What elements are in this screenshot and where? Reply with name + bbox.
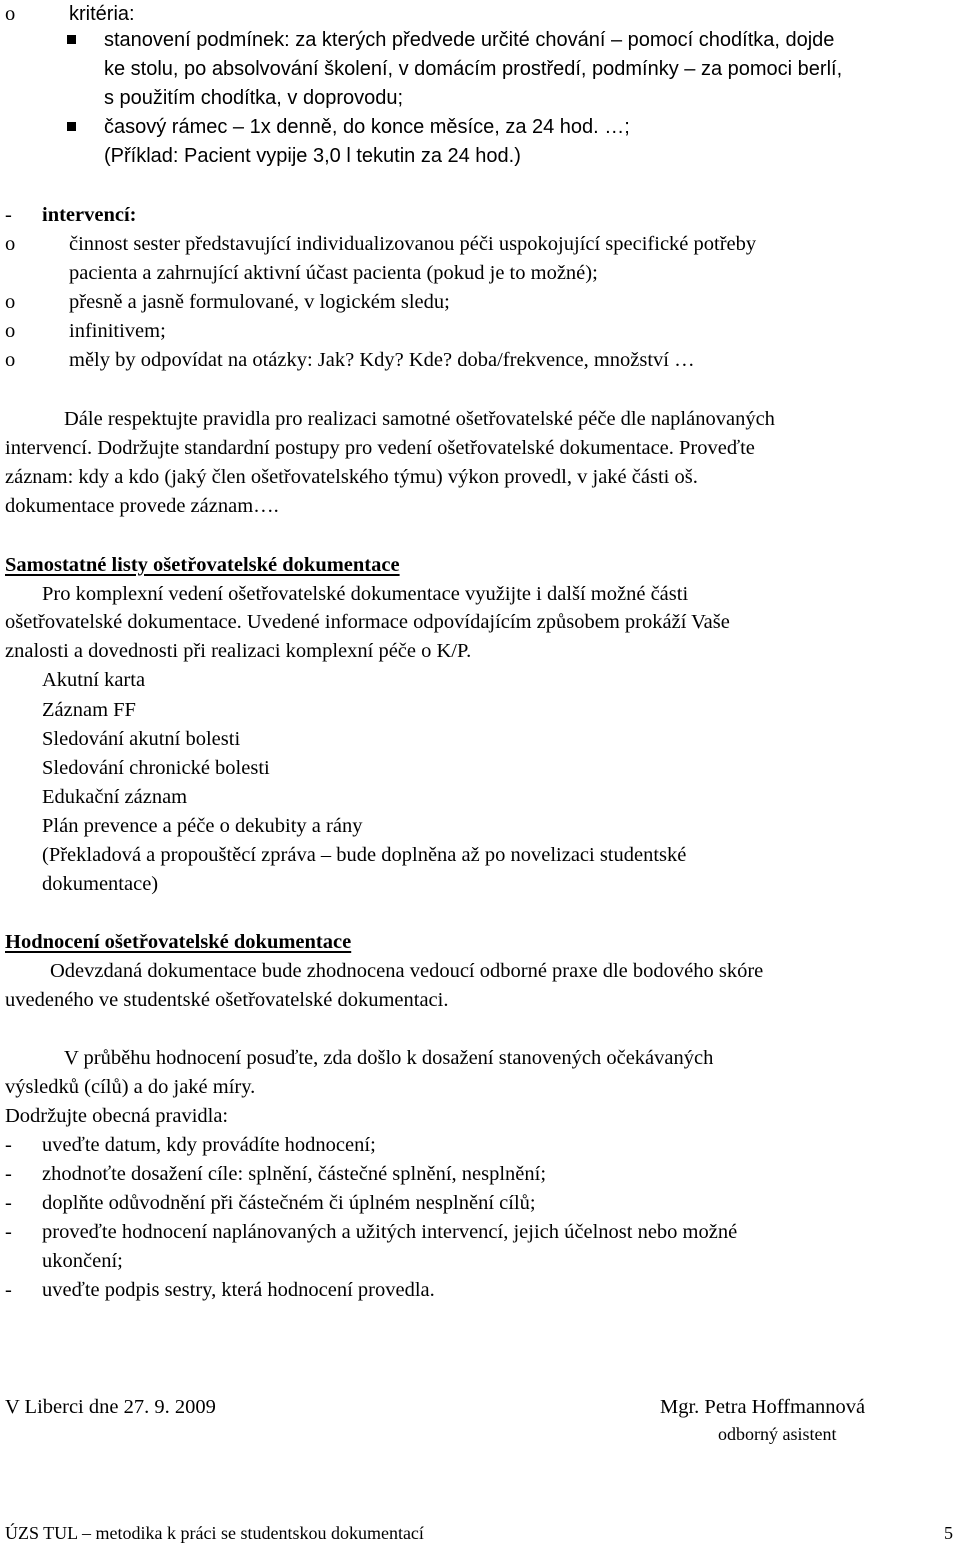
interventions-marker: o xyxy=(5,233,16,255)
interventions-dash: - xyxy=(5,204,12,226)
square-bullet-icon xyxy=(67,35,76,44)
paragraph-line: záznam: kdy a kdo (jaký člen ošetřovatelského týmu) výkon provedl, v jaké části oš. xyxy=(5,466,698,488)
rule-dash: - xyxy=(5,1134,12,1156)
criteria-bullet-line: časový rámec – 1x denně, do konce měsíce, za 24 hod. …; xyxy=(104,116,630,138)
paragraph-line: uvedeného ve studentské ošetřovatelské dokumentaci. xyxy=(5,989,449,1011)
paragraph-line: dokumentace provede záznam…. xyxy=(5,495,279,517)
criteria-bullet-line: ke stolu, po absolvování školení, v domácím prostředí, podmínky – za pomoci berlí, xyxy=(104,58,843,80)
rule-item: doplňte odůvodnění při částečném či úplném nesplnění cílů; xyxy=(42,1192,536,1214)
interventions-heading: intervencí: xyxy=(42,204,137,226)
list-item: dokumentace) xyxy=(42,873,159,895)
square-bullet-icon xyxy=(67,122,76,131)
interventions-item-line: činnost sester představující individualizovanou péči uspokojující specifické potřeby xyxy=(69,233,757,255)
page-number: 5 xyxy=(944,1523,953,1543)
place-date: V Liberci dne 27. 9. 2009 xyxy=(5,1396,216,1418)
signatory-role: odborný asistent xyxy=(718,1424,837,1444)
list-item: (Překladová a propouštěcí zpráva – bude doplněna až po novelizaci studentské xyxy=(42,844,687,866)
interventions-marker: o xyxy=(5,291,16,313)
interventions-item-line: infinitivem; xyxy=(69,320,166,342)
rule-dash: - xyxy=(5,1221,12,1243)
rule-item: uveďte podpis sestry, která hodnocení provedla. xyxy=(42,1279,435,1301)
interventions-item-line: přesně a jasně formulované, v logickém sledu; xyxy=(69,291,450,313)
criteria-heading: kritéria: xyxy=(69,3,135,25)
interventions-marker: o xyxy=(5,320,16,342)
signatory-name: Mgr. Petra Hoffmannová xyxy=(660,1396,866,1418)
rule-dash: - xyxy=(5,1192,12,1214)
rule-item: ukončení; xyxy=(42,1250,123,1272)
paragraph-line: výsledků (cílů) a do jaké míry. xyxy=(5,1076,256,1098)
rule-dash: - xyxy=(5,1279,12,1301)
list-item: Záznam FF xyxy=(42,699,136,721)
list-item: Edukační záznam xyxy=(42,786,188,808)
evaluation-heading: Hodnocení ošetřovatelské dokumentace xyxy=(5,931,352,953)
footer-text: ÚZS TUL – metodika k práci se studentskou dokumentací xyxy=(5,1523,424,1543)
criteria-bullet-line: (Příklad: Pacient vypije 3,0 l tekutin za 24 hod.) xyxy=(104,145,521,167)
list-item: Akutní karta xyxy=(42,669,146,691)
rule-item: proveďte hodnocení naplánovaných a užitých intervencí, jejich účelnost nebo možné xyxy=(42,1221,738,1243)
interventions-marker: o xyxy=(5,349,16,371)
paragraph-line: V průběhu hodnocení posuďte, zda došlo k dosažení stanovených očekávaných xyxy=(64,1047,714,1069)
rule-item: zhodnoťte dosažení cíle: splnění, částečné splnění, nesplnění; xyxy=(42,1163,547,1185)
paragraph-line: Dále respektujte pravidla pro realizaci samotné ošetřovatelské péče dle naplánovaných xyxy=(64,408,775,430)
separate-sheets-heading: Samostatné listy ošetřovatelské dokumentace xyxy=(5,554,400,576)
interventions-item-line: pacienta a zahrnující aktivní účast pacienta (pokud je to možné); xyxy=(69,262,598,284)
rules-intro: Dodržujte obecná pravidla: xyxy=(5,1105,229,1127)
rule-dash: - xyxy=(5,1163,12,1185)
paragraph-line: Odevzdaná dokumentace bude zhodnocena vedoucí odborné praxe dle bodového skóre xyxy=(50,960,764,982)
list-item: Plán prevence a péče o dekubity a rány xyxy=(42,815,363,837)
paragraph-line: ošetřovatelské dokumentace. Uvedené informace odpovídajícím způsobem prokáží Vaše xyxy=(5,611,730,633)
interventions-item-line: měly by odpovídat na otázky: Jak? Kdy? Kde? doba/frekvence, množství … xyxy=(69,349,695,371)
criteria-bullet-line: s použitím chodítka, v doprovodu; xyxy=(104,87,404,109)
paragraph-line: intervencí. Dodržujte standardní postupy pro vedení ošetřovatelské dokumentace. Proveďte xyxy=(5,437,755,459)
rule-item: uveďte datum, kdy provádíte hodnocení; xyxy=(42,1134,376,1156)
list-item: Sledování akutní bolesti xyxy=(42,728,241,750)
criteria-bullet-line: stanovení podmínek: za kterých předvede určité chování – pomocí chodítka, dojde xyxy=(104,29,835,51)
criteria-marker: o xyxy=(5,3,16,25)
paragraph-line: Pro komplexní vedení ošetřovatelské dokumentace využijte i další možné části xyxy=(42,583,689,605)
list-item: Sledování chronické bolesti xyxy=(42,757,270,779)
paragraph-line: znalosti a dovednosti při realizaci komplexní péče o K/P. xyxy=(5,640,472,662)
